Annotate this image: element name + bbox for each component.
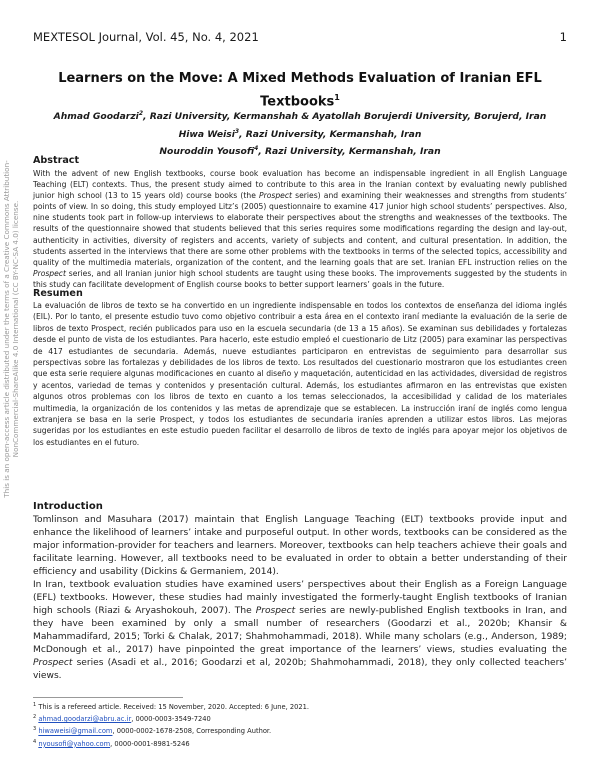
series-name: Prospect [33,268,66,278]
abstract-text-part: series) and examining their weaknesses and strengths from students’ points of view. In so doing, this study employed Litz’s (2005) questionnaire to examine 417 junior high school students’ perspectives. Also, nine students took part in follow-up interviews to elaborate their perspectives about the strengths and weaknesses of the textbooks. The results of the questionnaire showed that students believed that this series requires some modifications regarding the design and lay-out, authenticity in activities, diversity of registers and accents, variety of subjects and content, and cultural presentation. In addition, the students asserted in the interviews that there are some other problems with the textbooks in terms of the selected topics, accessibility and quality of the multimedia materials, organization of the content, and the learning goals that are set. Iranian EFL instruction relies on the [33,191,567,267]
author-name: Nouroddin Yousofi [159,146,255,158]
footnote-divider [33,697,183,698]
series-name: Prospect [255,606,296,616]
author-footnote-mark: 2 [138,110,144,117]
page-number: 1 [559,30,567,44]
author-line-2 [33,125,567,143]
article-title [33,69,567,111]
author-affiliation: , Razi University, Kermanshah, Iran [258,146,441,158]
paragraph-text-part: series (Asadi et al., 2016; Goodarzi et al, 2020b; Shahmohammadi, 2018), they only collected teachers’ views. [33,658,567,681]
footnote [33,700,567,712]
series-name: Prospect [259,191,292,201]
footnote-text: This is a refereed article. Received: 15 November, 2020. Accepted: 6 June, 2021. [38,703,310,712]
intro-paragraph-1: Tomlinson and Masuhara (2017) maintain that English Language Teaching (ELT) textbooks provide input and enhance the likelihood of learners’ intake and purposeful output. In other words, textbooks can be considered as the major information-provider for teachers and learners. Moreover, textbooks can help teachers achieve their goals and facilitate learning. However, all textbooks need to be evaluated in order to obtain a better understanding of their efficiency and usability (Dickins & Germaniem, 2014). [33,515,567,577]
author-footnote-mark: 3 [234,127,240,135]
footnote [33,737,567,749]
author-footnote-mark: 4 [254,145,259,153]
footnote-number: 2 [33,714,37,721]
footnote [33,712,567,724]
footnotes [33,700,567,749]
author-affiliation: , Razi University, Kermanshah & Ayatollah Borujerdi University, Borujerd, Iran [143,111,547,123]
title-footnote-mark: 1 [334,93,340,102]
author-line-1 [33,107,567,125]
footnote-number: 3 [33,726,37,733]
email-link[interactable]: ahmad.goodarzi@abru.ac.ir [38,715,132,724]
resumen-heading: Resumen [33,288,83,299]
paragraph-text-part: series are newly-published English textbooks in Iran, and they have been examined by only a small number of researchers (Goodarzi et al., 2020b; Khansir & Mahammadifard, 2015; Torki & Chalak, 2017; Shahmohammadi, 2018). While many scholars (e.g., Anderson, 1989; McDonough et al., 2017) have pinpointed the great importance of the learners’ views, studies evaluating the [33,606,567,655]
footnote [33,724,567,736]
abstract-text-part: With the advent of new English textbooks, course book evaluation has become an indispensable ingredient in all English Language Teaching (ELT) contexts. Thus, the present study aimed to contribute to this area in the Iranian context by evaluating newly published junior high school (13 to 15 years old) course books (the [33,169,567,201]
abstract-heading: Abstract [33,155,80,166]
author-block [33,107,567,160]
footnote-text: , 0000-0002-1678-2508, Corresponding Author. [112,727,272,736]
email-link[interactable]: nyousofi@yahoo.com [38,739,111,748]
footnote-number: 4 [33,738,37,745]
author-line-3 [33,142,567,160]
article-title-text: Learners on the Move: A Mixed Methods Evaluation of Iranian EFL Textbooks [58,71,542,110]
email-link[interactable]: hiwaweisi@gmail.com [38,727,113,736]
journal-citation: MEXTESOL Journal, Vol. 45, No. 4, 2021 [33,30,259,44]
running-header [33,30,567,44]
intro-paragraph-2 [33,579,567,683]
footnote-number: 1 [33,702,37,708]
footnote-text: , 0000-0001-8981-5246 [110,739,190,748]
resumen-text: La evaluación de libros de texto se ha convertido en un ingrediente indispensable en todos los contextos de enseñanza del idioma inglés (EIL). Por lo tanto, el presente estudio tuvo como objetivo contribuir a esta área en el contexto iraní mediante la evaluación de la serie de libros de texto Prospect, recién publicados para uso en la escuela secundaria (de 13 a 15 años). Se examinan sus debilidades y fortalezas desde el punto de vista de los estudiantes. Para hacerlo, este estudio empleó el cuestionario de Litz (2005) para examinar las perspectivas de 417 estudiantes de secundaria. Además, nueve estudiantes participaron en entrevistas de seguimiento para desarrollar sus perspectivas sobre las fortalezas y debilidades de los libros de texto. Los resultados del cuestionario mostraron que los estudiantes creen que esta serie requiere algunas modificaciones en cuanto al diseño y maquetación, autenticidad en las actividades, diversidad de registros y acentos, variedad de temas y contenidos y presentación cultural. Además, los estudiantes afirmaron en las entrevistas que existen algunos otros problemas con los libros de texto en cuanto a los temas seleccionados, la accesibilidad y calidad de los materiales multimedia, la organización de los contenidos y las metas de aprendizaje que se establecen. La instrucción iraní de inglés como lengua extranjera se basa en la serie Prospect, y todos los estudiantes de secundaria iraníes aprenden a utilizar estos libros. Las mejoras sugeridas por los estudiantes en este estudio pueden facilitar el desarrollo de libros de texto de inglés para apoyar mejor los objetivos de los estudiantes en el futuro. [33,301,567,447]
abstract-text-part: series, and all Iranian junior high school students are taught using these books. The improvements suggested by the students in this study can facilitate development of English course books to better support learners’ goals in the future. [33,268,567,289]
introduction-heading: Introduction [33,501,103,512]
paragraph-text-part: In Iran, textbook evaluation studies have examined users’ perspectives about their English as a Foreign Language (EFL) textbooks. However, these studies had mainly investigated the formerly-taught English textbooks of Iranian high schools (Riazi & Aryashokouh, 2007). The [33,580,567,616]
series-name: Prospect [33,658,73,668]
author-affiliation: , Razi University, Kermanshah, Iran [239,128,422,140]
abstract-text [33,168,567,290]
author-name: Hiwa Weisi [178,128,235,140]
author-name: Ahmad Goodarzi [53,111,139,123]
license-side-note: This is an open-access article distributed under the terms of a Creative Commons Attribution-NonCommercial-ShareAlike 4.0 International (CC BY-NC-SA 4.0) license. [2,160,20,498]
footnote-text: , 0000-0003-3549-7240 [131,715,211,724]
